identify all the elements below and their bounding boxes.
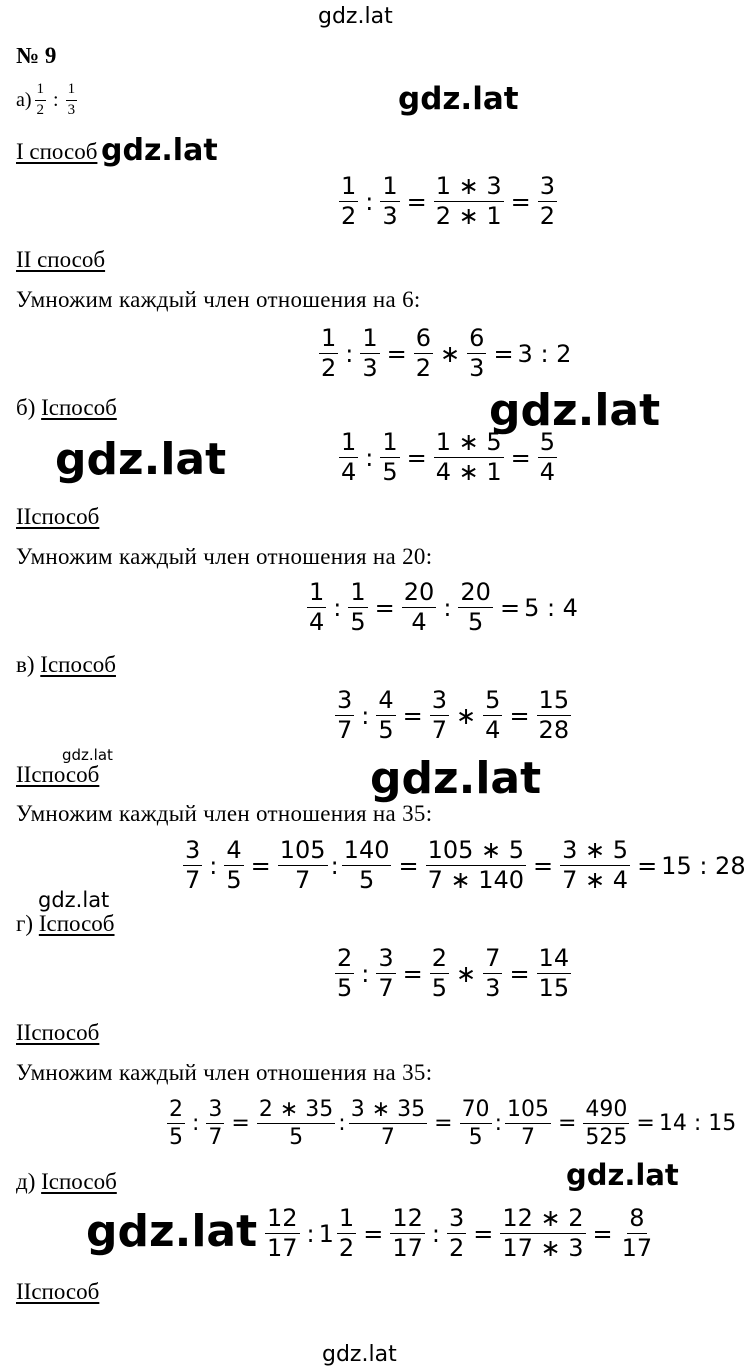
method-2-label: IIспособ (16, 504, 100, 529)
equation-a1: 1 2 : $\frac{1}{3}$ = $\frac{1 ∗ 3}{2 ∗ 1}$ = $\frac{3}{2}$ (341, 172, 556, 231)
instruction: Умножим каждый член отношения на 35: (16, 801, 433, 826)
watermark: gdz.lat (398, 81, 519, 117)
part-v-label: в) Iспособ (16, 652, 116, 677)
watermark: gdz.lat (55, 434, 227, 485)
fraction: 1 3 (67, 81, 76, 118)
method-2-label: II способ (16, 247, 106, 272)
part-g-label: г) Iспособ (16, 911, 115, 936)
equation-b1: 1 4 : $\frac{1}{5}$ = $\frac{1 ∗ 5}{4 ∗ 1}$ = $\frac{5}{4}$ (341, 428, 556, 487)
part-label: а) (16, 88, 32, 111)
instruction: Умножим каждый член отношения на 20: (16, 544, 433, 569)
watermark: gdz.lat (370, 753, 542, 804)
watermark: gdz.lat (101, 133, 218, 168)
fraction: 1 2 (36, 81, 45, 118)
watermark: gdz.lat (322, 1342, 397, 1367)
method-2-label: IIспособ (16, 1279, 100, 1304)
part-a-header: а) 1 2 : 1 3 (16, 81, 76, 118)
method-2-label: IIспособ (16, 1020, 100, 1045)
watermark: gdz.lat (566, 1158, 679, 1192)
equation-v1: 3 7 : $\frac{4}{5}$ = $\frac{3}{7}$ ∗ $\frac{5}{4}$ = $\frac{15}{28}$ (337, 686, 570, 745)
instruction: Умножим каждый член отношения на 35: (16, 1060, 433, 1085)
watermark: gdz.lat (62, 746, 113, 764)
equation-a2: 1 2 : $\frac{1}{3}$ = $\frac{6}{2}$ ∗ $\frac{6}{3}$ = 3 : 2 (321, 324, 572, 383)
task-number: № 9 (16, 43, 57, 68)
equation-v2: 3 7 : $\frac{4}{5}$ = $\frac{105}{7}$ : $\frac{140}{5}$ = $\frac{105 ∗ 5}{7 ∗ 140}$ = $\frac{3 ∗ 5}{7 ∗ 4}$ = 15 : 28 (185, 836, 746, 895)
equation-g2: 2 5 : $\frac{3}{7}$ = $\frac{2 ∗ 35}{5}$ : $\frac{3 ∗ 35}{7}$ = $\frac{70}{5}$ : $\frac{105}{7}$ = $\frac{490}{525}$ = 14 : 15 (169, 1097, 737, 1151)
equation-g1: 2 5 : $\frac{3}{7}$ = $\frac{2}{5}$ ∗ $\frac{7}{3}$ = $\frac{14}{15}$ (337, 944, 570, 1003)
equation-d1: 12 17 : 1 $\frac{1}{2}$ = $\frac{12}{17}$ : $\frac{3}{2}$ = $\frac{12 ∗ 2}{17 ∗ 3}$ = $\frac{8}{17}$ (267, 1204, 653, 1263)
part-b-label: б) Iспособ (16, 395, 117, 420)
part-d-label: д) Iспособ (16, 1169, 117, 1194)
watermark: gdz.lat (318, 4, 393, 29)
method-2-label: IIспособ (16, 762, 100, 787)
watermark: gdz.lat (86, 1206, 258, 1257)
instruction: Умножим каждый член отношения на 6: (16, 287, 421, 312)
method-1-label: I способ (16, 139, 98, 164)
watermark: gdz.lat (38, 888, 110, 912)
equation-b2: 1 4 : $\frac{1}{5}$ = $\frac{20}{4}$ : $\frac{20}{5}$ = 5 : 4 (309, 578, 578, 637)
watermark: gdz.lat (489, 385, 661, 436)
